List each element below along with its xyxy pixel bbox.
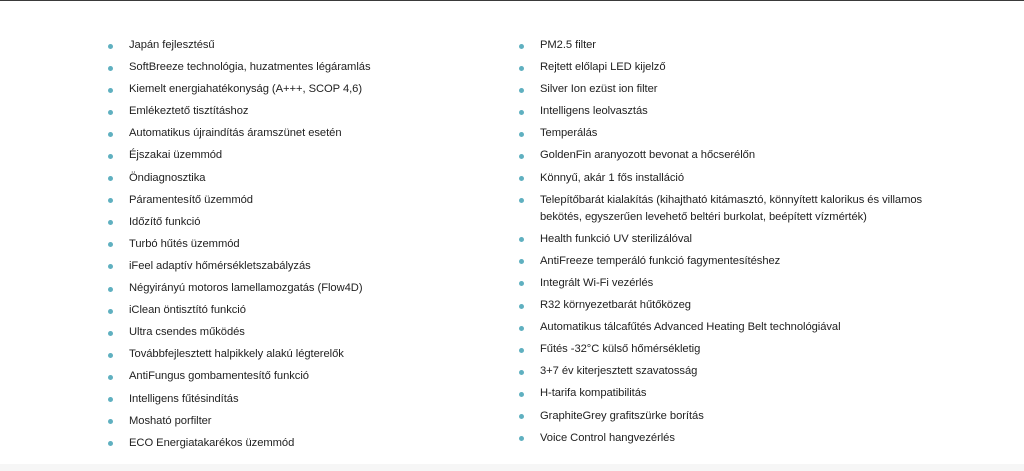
feature-text: iFeel adaptív hőmérsékletszabályzás <box>129 259 311 272</box>
bullet-dot-icon <box>519 370 524 375</box>
feature-text: Négyirányú motoros lamellamozgatás (Flow4D) <box>129 282 363 295</box>
feature-list-left <box>108 37 488 457</box>
bullet-dot-icon <box>108 176 113 181</box>
bullet-dot-icon <box>108 132 113 137</box>
feature-item <box>108 59 488 76</box>
feature-text: Időzítő funkció <box>129 215 201 228</box>
bullet-dot-icon <box>519 436 524 441</box>
feature-text: H-tarifa kompatibilitás <box>540 387 647 400</box>
feature-text: Éjszakai üzemmód <box>129 149 223 162</box>
feature-text: Health funkció UV sterilizálóval <box>540 232 692 245</box>
feature-item <box>519 408 929 425</box>
feature-item <box>519 385 929 402</box>
feature-item <box>519 81 929 98</box>
feature-item <box>519 231 929 248</box>
bullet-dot-icon <box>519 176 524 181</box>
bullet-dot-icon <box>108 154 113 159</box>
feature-text: Ultra csendes működés <box>129 326 245 339</box>
bullet-dot-icon <box>519 198 524 203</box>
feature-text: R32 környezetbarát hűtőközeg <box>540 299 691 312</box>
feature-text: Intelligens fűtésindítás <box>129 392 239 405</box>
feature-item <box>519 297 929 314</box>
feature-item <box>108 368 488 385</box>
feature-item <box>108 413 488 430</box>
feature-item <box>108 192 488 209</box>
bullet-dot-icon <box>108 375 113 380</box>
bullet-dot-icon <box>108 287 113 292</box>
feature-text: Temperálás <box>540 127 598 140</box>
bullet-dot-icon <box>108 331 113 336</box>
feature-text: Integrált Wi-Fi vezérlés <box>540 276 654 289</box>
feature-item <box>108 391 488 408</box>
feature-item <box>108 170 488 187</box>
feature-item <box>108 435 488 452</box>
feature-item <box>519 341 929 358</box>
bullet-dot-icon <box>519 414 524 419</box>
bullet-dot-icon <box>519 348 524 353</box>
feature-item <box>519 170 929 187</box>
feature-item <box>519 125 929 142</box>
feature-text: GoldenFin aranyozott bevonat a hőcserélőn <box>540 149 756 162</box>
feature-text: Rejtett előlapi LED kijelző <box>540 61 666 74</box>
bullet-dot-icon <box>519 44 524 49</box>
bullet-dot-icon <box>519 304 524 309</box>
feature-item <box>108 103 488 120</box>
feature-text: Páramentesítő üzemmód <box>129 193 253 206</box>
feature-item <box>108 81 488 98</box>
feature-item <box>519 275 929 292</box>
feature-item <box>519 103 929 120</box>
bullet-dot-icon <box>519 132 524 137</box>
feature-text: GraphiteGrey grafitszürke borítás <box>540 409 704 422</box>
feature-item <box>519 192 929 226</box>
bullet-dot-icon <box>519 88 524 93</box>
bullet-dot-icon <box>519 392 524 397</box>
feature-item <box>519 430 929 447</box>
feature-item <box>108 236 488 253</box>
bullet-dot-icon <box>108 242 113 247</box>
feature-text: Kiemelt energiahatékonyság (A+++, SCOP 4,6) <box>129 83 363 96</box>
feature-text: Mosható porfilter <box>129 414 212 427</box>
feature-text: Továbbfejlesztett halpikkely alakú légterelők <box>129 348 344 361</box>
bullet-dot-icon <box>108 419 113 424</box>
feature-text: Automatikus tálcafűtés Advanced Heating Belt technológiával <box>540 321 841 334</box>
feature-text: AntiFungus gombamentesítő funkció <box>129 370 309 383</box>
bullet-dot-icon <box>108 353 113 358</box>
feature-item <box>108 280 488 297</box>
bullet-dot-icon <box>108 397 113 402</box>
bottom-band <box>0 464 1024 471</box>
feature-text: ECO Energiatakarékos üzemmód <box>129 436 295 449</box>
feature-text: PM2.5 filter <box>540 39 596 51</box>
feature-item <box>519 363 929 380</box>
bullet-dot-icon <box>519 326 524 331</box>
feature-item <box>519 59 929 76</box>
bullet-dot-icon <box>108 264 113 269</box>
feature-item <box>519 253 929 270</box>
feature-text: Turbó hűtés üzemmód <box>129 237 240 250</box>
feature-text: iClean öntisztító funkció <box>129 304 246 317</box>
feature-list-right <box>519 37 929 452</box>
feature-text: 3+7 év kiterjesztett szavatosság <box>540 365 698 378</box>
feature-item <box>108 37 488 54</box>
feature-text: Könnyű, akár 1 fős installáció <box>540 171 685 184</box>
bullet-dot-icon <box>519 281 524 286</box>
bullet-dot-icon <box>108 309 113 314</box>
feature-item <box>519 147 929 164</box>
bullet-dot-icon <box>519 259 524 264</box>
feature-text: AntiFreeze temperáló funkció fagymentesítéshez <box>540 254 781 267</box>
feature-item <box>108 324 488 341</box>
bullet-dot-icon <box>108 88 113 93</box>
feature-text: Intelligens leolvasztás <box>540 105 648 118</box>
feature-text: SoftBreeze technológia, huzatmentes légáramlás <box>129 61 371 74</box>
feature-text: Telepítőbarát kialakítás (kihajtható kitámasztó, könnyített kalorikus és villamos bekötés, egyszerűen levehető beltéri burkolat, beépített vízmérték) <box>540 193 923 223</box>
bullet-dot-icon <box>108 220 113 225</box>
feature-item <box>108 214 488 231</box>
bullet-dot-icon <box>108 110 113 115</box>
feature-text: Voice Control hangvezérlés <box>540 431 675 444</box>
bullet-dot-icon <box>519 237 524 242</box>
bullet-dot-icon <box>108 198 113 203</box>
feature-text: Automatikus újraindítás áramszünet esetén <box>129 127 342 140</box>
feature-item <box>519 37 929 54</box>
feature-text: Japán fejlesztésű <box>129 39 215 51</box>
feature-text: Öndiagnosztika <box>129 171 206 184</box>
feature-item <box>108 346 488 363</box>
feature-item <box>108 258 488 275</box>
feature-text: Silver Ion ezüst ion filter <box>540 83 658 96</box>
feature-text: Emlékeztető tisztításhoz <box>129 105 249 118</box>
feature-item <box>108 147 488 164</box>
feature-item <box>108 125 488 142</box>
bullet-dot-icon <box>519 154 524 159</box>
bullet-dot-icon <box>519 66 524 71</box>
bullet-dot-icon <box>108 66 113 71</box>
bullet-dot-icon <box>108 441 113 446</box>
feature-text: Fűtés -32°C külső hőmérsékletig <box>540 343 701 356</box>
bullet-dot-icon <box>108 44 113 49</box>
feature-item <box>519 319 929 336</box>
top-divider <box>0 0 1024 1</box>
feature-item <box>108 302 488 319</box>
bullet-dot-icon <box>519 110 524 115</box>
